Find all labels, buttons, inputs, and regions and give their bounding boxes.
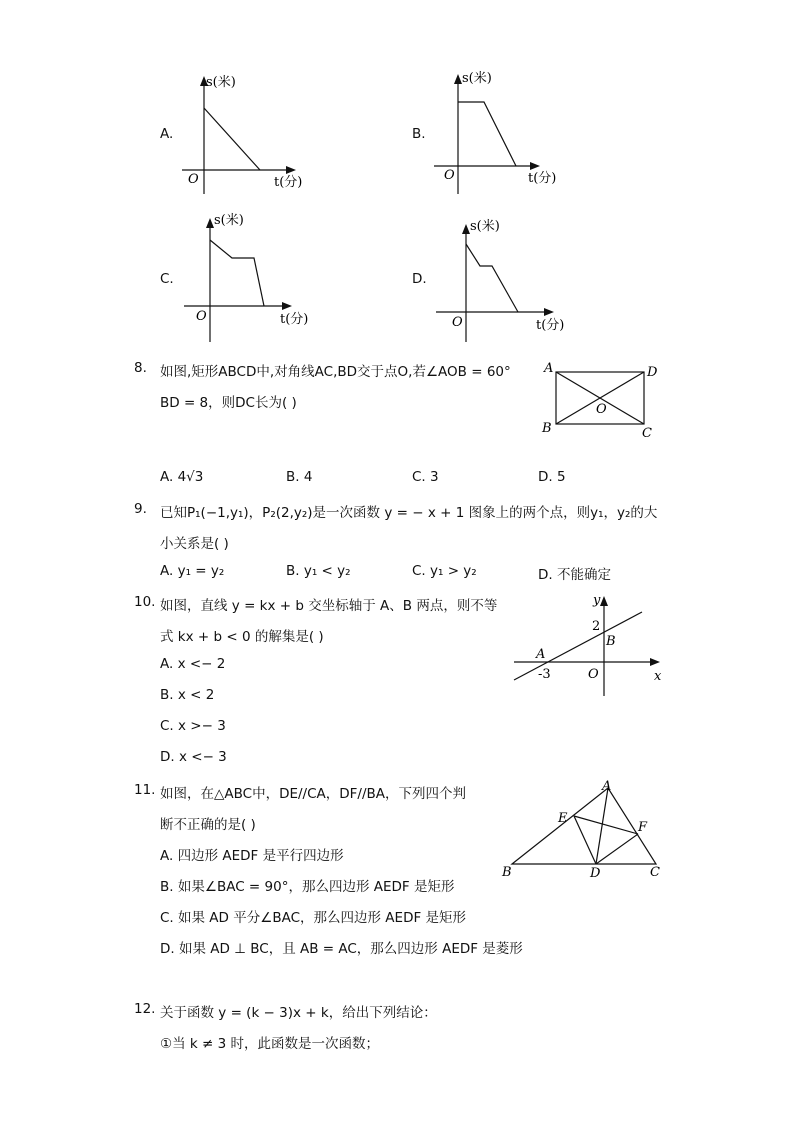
q10-fig-x: x: [654, 669, 662, 684]
q9-option-a[interactable]: A. y₁ = y₂: [160, 563, 225, 579]
q11-fig-b: B: [502, 865, 512, 880]
q8-fig-o: O: [596, 402, 607, 417]
q11-stem-line1: 如图，在△ABC中，DE//CA，DF//BA，下列四个判: [160, 786, 467, 802]
q10-fig-b: B: [606, 634, 616, 649]
q11-option-b[interactable]: B. 如果∠BAC = 90°，那么四边形 AEDF 是矩形: [160, 879, 455, 895]
q7-option-c-label[interactable]: C.: [160, 271, 174, 287]
q11-stem-line2: 断不正确的是( ): [160, 817, 256, 833]
q9-option-c[interactable]: C. y₁ > y₂: [412, 563, 477, 579]
q7-graph-b: [432, 66, 562, 196]
q7-option-d-label[interactable]: D.: [412, 271, 427, 287]
q10-option-c[interactable]: C. x >− 3: [160, 718, 226, 734]
q11-number: 11.: [134, 782, 156, 798]
q11-option-d[interactable]: D. 如果 AD ⊥ BC，且 AB = AC，那么四边形 AEDF 是菱形: [160, 941, 523, 957]
q7-c-xlabel: t(分): [280, 312, 309, 327]
q8-option-d[interactable]: D. 5: [538, 469, 566, 485]
q8-fig-a: A: [544, 361, 554, 376]
q8-fig-b: B: [542, 421, 552, 436]
q9-option-b[interactable]: B. y₁ < y₂: [286, 563, 351, 579]
q9-stem-line1: 已知P₁(−1,y₁)，P₂(2,y₂)是一次函数 y = − x + 1 图象上的两个点，则y₁，y₂的大: [160, 505, 658, 521]
q8-option-c[interactable]: C. 3: [412, 469, 439, 485]
q7-d-origin: O: [452, 315, 463, 330]
q10-fig-y: y: [593, 593, 601, 608]
q8-option-a[interactable]: A. 4√3: [160, 469, 204, 485]
q7-graph-a: [180, 72, 310, 196]
q7-option-a-label[interactable]: A.: [160, 126, 174, 142]
q10-fig-2: 2: [592, 619, 601, 634]
q7-d-ylabel: s(米): [470, 219, 500, 234]
q8-stem-line2: BD = 8，则DC长为( ): [160, 395, 297, 411]
q7-option-b-label[interactable]: B.: [412, 126, 426, 142]
q10-fig-a: A: [536, 647, 546, 662]
q7-a-origin: O: [188, 172, 199, 187]
q11-option-c[interactable]: C. 如果 AD 平分∠BAC，那么四边形 AEDF 是矩形: [160, 910, 467, 926]
q11-fig-a: A: [602, 779, 612, 794]
q7-b-xlabel: t(分): [528, 171, 557, 186]
q8-option-b[interactable]: B. 4: [286, 469, 313, 485]
q9-number: 9.: [134, 501, 147, 517]
q11-fig-f: F: [638, 820, 648, 835]
q11-option-a[interactable]: A. 四边形 AEDF 是平行四边形: [160, 848, 344, 864]
q12-number: 12.: [134, 1001, 156, 1017]
q11-fig-c: C: [650, 865, 660, 880]
q7-b-origin: O: [444, 168, 455, 183]
q11-triangle-figure: [498, 776, 668, 882]
q8-stem-line1: 如图,矩形ABCD中,对角线AC,BD交于点O,若∠AOB = 60°: [160, 364, 511, 380]
q10-stem-line1: 如图，直线 y = kx + b 交坐标轴于 A、B 两点，则不等: [160, 598, 498, 614]
q7-d-xlabel: t(分): [536, 318, 565, 333]
q7-a-xlabel: t(分): [274, 175, 303, 190]
q10-option-b[interactable]: B. x < 2: [160, 687, 215, 703]
q10-number: 10.: [134, 594, 156, 610]
q8-fig-d: D: [647, 365, 658, 380]
q9-option-d[interactable]: D. 不能确定: [538, 567, 611, 583]
q7-b-ylabel: s(米): [462, 71, 492, 86]
q10-fig-o: O: [588, 667, 599, 682]
q10-line-figure: [508, 588, 668, 698]
q7-c-origin: O: [196, 309, 207, 324]
q7-graph-d: [434, 212, 568, 344]
q7-graph-c: [182, 208, 312, 344]
q8-number: 8.: [134, 360, 147, 376]
q11-fig-e: E: [558, 811, 568, 826]
q10-stem-line2: 式 kx + b < 0 的解集是( ): [160, 629, 324, 645]
q10-fig-neg3: -3: [538, 667, 551, 682]
q7-a-ylabel: s(米): [206, 75, 236, 90]
q7-c-ylabel: s(米): [214, 213, 244, 228]
q8-rectangle-figure: [538, 358, 664, 442]
q10-option-a[interactable]: A. x <− 2: [160, 656, 226, 672]
q12-stem-line1: 关于函数 y = (k − 3)x + k，给出下列结论：: [160, 1005, 437, 1021]
q11-fig-d: D: [590, 866, 601, 881]
q9-stem-line2: 小关系是( ): [160, 536, 229, 552]
q10-option-d[interactable]: D. x <− 3: [160, 749, 227, 765]
q12-stem-line2: ①当 k ≠ 3 时，此函数是一次函数；: [160, 1036, 379, 1052]
q8-fig-c: C: [642, 426, 652, 441]
